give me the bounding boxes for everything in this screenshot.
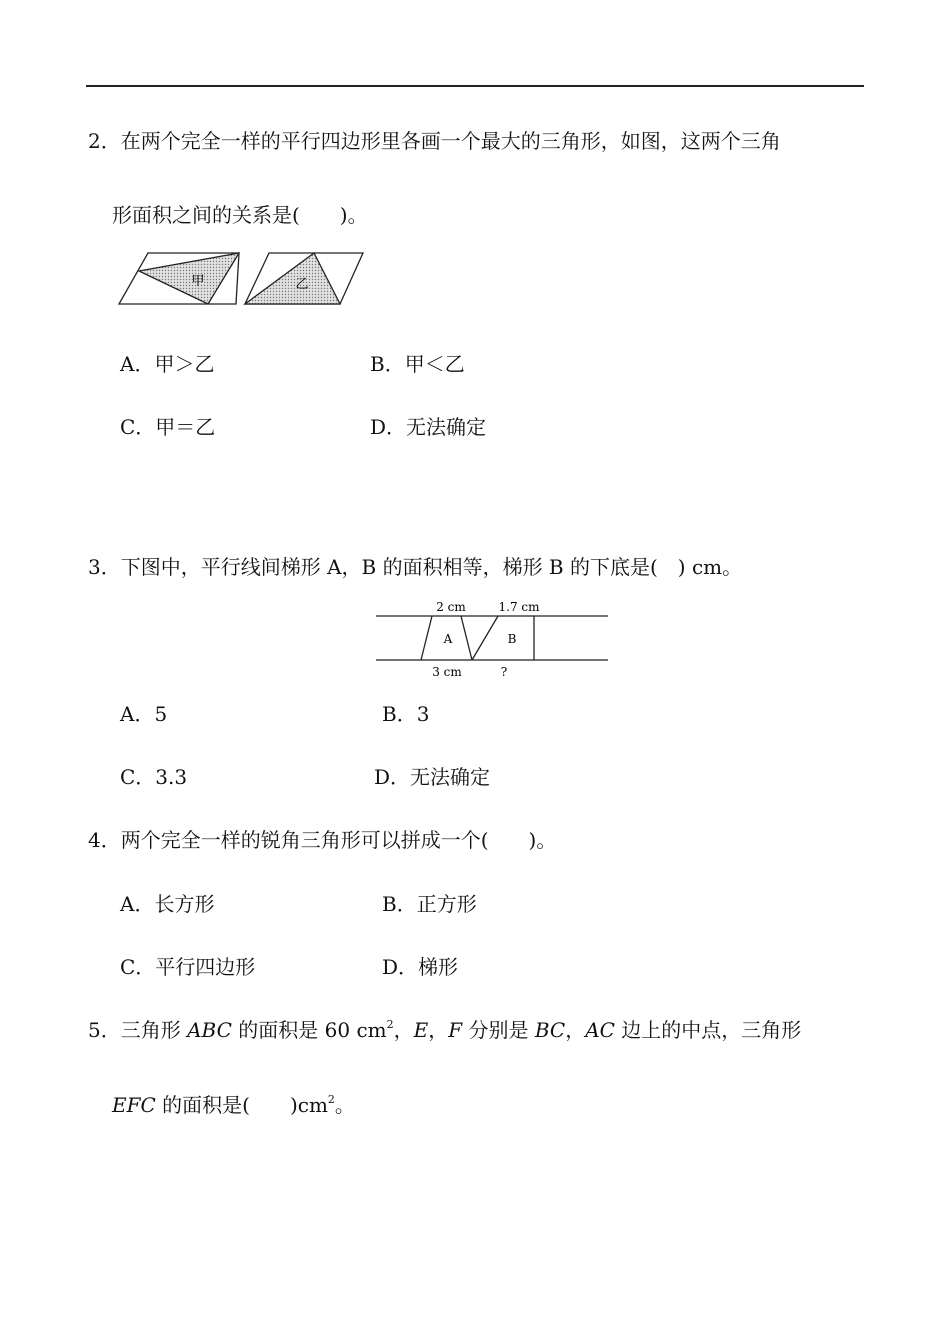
triangle-yi [245, 253, 340, 304]
q3-option-d[interactable]: D．无法确定 [374, 765, 491, 789]
q3-option-b[interactable]: B．3 [382, 702, 430, 726]
q2-option-d[interactable]: D．无法确定 [370, 415, 487, 439]
q2-stem-line2: 形面积之间的关系是( )。 [112, 203, 368, 227]
triangle-jia [139, 253, 239, 304]
q3-stem: 3．下图中，平行线间梯形 A，B 的面积相等，梯形 B 的下底是( ) cm。 [88, 555, 743, 579]
label-trap-a: A [443, 632, 453, 646]
q5-stem-line1: 5．三角形 ABC 的面积是 60 $cm^2$，E，F 分别是 BC，AC 边上的中点，三角形 [88, 1018, 802, 1042]
label-top-a: 2 cm [436, 600, 466, 614]
q4-option-b[interactable]: B．正方形 [382, 892, 477, 916]
q3-figure [374, 598, 610, 682]
label-yi: 乙 [295, 277, 309, 292]
q4-option-d[interactable]: D．梯形 [382, 955, 459, 979]
q2-figure [110, 245, 375, 315]
q2-option-c[interactable]: C．甲＝乙 [120, 415, 216, 439]
q2-stem-line1: 2．在两个完全一样的平行四边形里各画一个最大的三角形，如图，这两个三角 [88, 129, 781, 153]
q4-stem: 4．两个完全一样的锐角三角形可以拼成一个( )。 [88, 828, 557, 852]
label-jia: 甲 [191, 274, 205, 289]
label-bottom-b: ? [500, 665, 508, 679]
q4-option-c[interactable]: C．平行四边形 [120, 955, 256, 979]
label-trap-b: B [507, 632, 517, 646]
q2-option-a[interactable]: A．甲＞乙 [120, 352, 215, 376]
top-rule [86, 85, 864, 87]
q4-option-a[interactable]: A．长方形 [120, 892, 215, 916]
label-bottom-a: 3 cm [432, 665, 462, 679]
q2-option-b[interactable]: B．甲＜乙 [370, 352, 465, 376]
q3-option-a[interactable]: A．5 [120, 702, 168, 726]
q5-stem-line2: EFC 的面积是( )$cm^2$。 [112, 1093, 355, 1117]
label-top-b: 1.7 cm [498, 600, 540, 614]
q3-option-c[interactable]: C．3.3 [120, 765, 188, 789]
